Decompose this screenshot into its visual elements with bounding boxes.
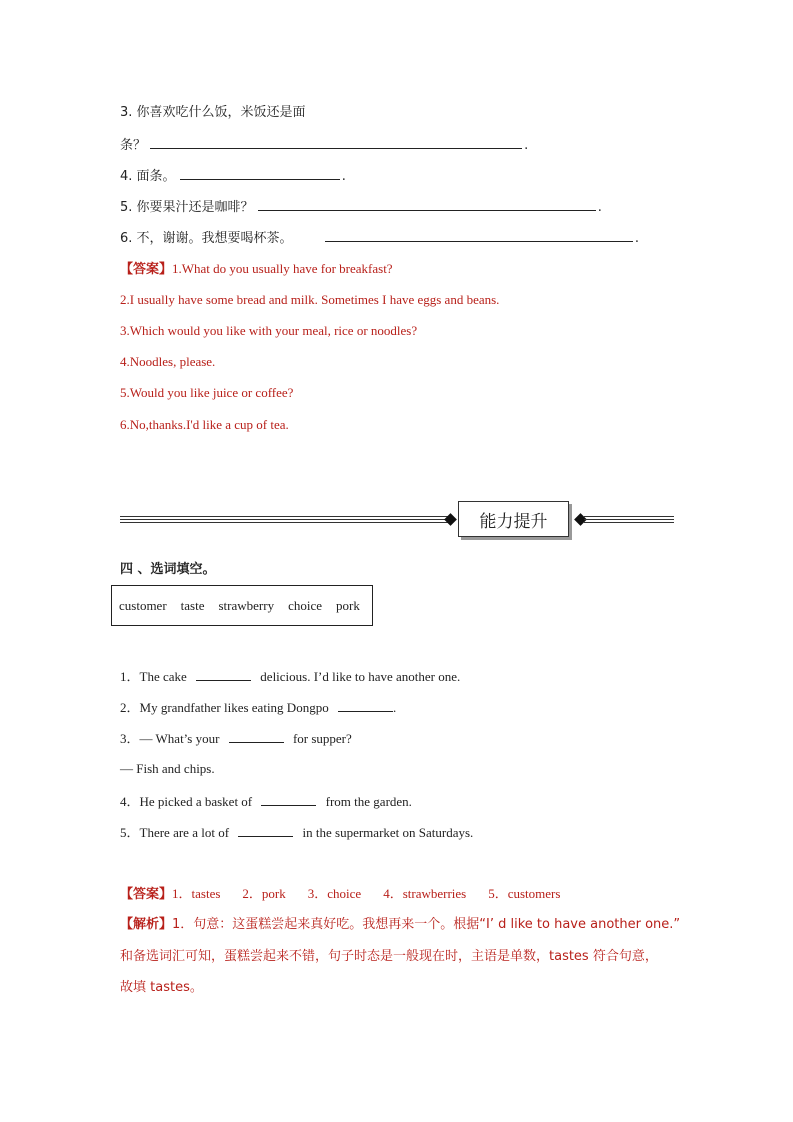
answer-blank[interactable] [196,668,251,681]
section4-heading: 四 、选词填空。 [120,562,216,577]
word-bank-item: customer [119,597,167,613]
answer-blank[interactable] [261,793,316,806]
analysis-line1: 【解析】1．句意：这蛋糕尝起来真好吃。我想再来一个。根据“I’ d like to have another one.” [120,917,681,932]
fill-item-3-reply: — Fish and chips. [120,761,215,776]
answer-blank[interactable] [258,198,596,211]
question-4: 4. 面条。 . [120,169,346,184]
answer-blank[interactable] [229,730,284,743]
question-5: 5. 你要果汁还是咖啡？ . [120,200,602,215]
answer1-line2: 2.I usually have some bread and milk. Sometimes I have eggs and beans. [120,292,500,307]
answer1-line5: 5.Would you like juice or coffee? [120,385,294,400]
word-bank-item: strawberry [218,597,275,613]
answer-blank[interactable] [150,136,522,149]
answer1-line1: 【答案】1.What do you usually have for breakfast? [120,261,393,277]
banner-rule-left [120,516,448,524]
question-6: 6. 不，谢谢。我想要喝杯茶。 . [120,231,639,246]
question-3-line2: 条？ . [120,138,529,153]
fill-item-1: 1．The cake delicious. I’d like to have another one. [120,669,461,684]
answer-blank[interactable] [338,699,393,712]
answer-blank[interactable] [325,229,633,242]
word-bank-item: taste [180,597,205,613]
analysis-line2: 和备选词汇可知，蛋糕尝起来不错，句子时态是一般现在时，主语是单数，tastes 符合句意， [120,949,658,964]
word-bank-item: pork [336,597,360,613]
fill-item-3: 3．— What’s your for supper? [120,731,352,746]
word-bank-item: choice [288,597,322,613]
answer-blank[interactable] [180,167,340,180]
question-3-line1: 3. 你喜欢吃什么饭，米饭还是面 [120,105,306,120]
banner-title: 能力提升 [458,501,569,537]
analysis-line3: 故填 tastes。 [120,980,203,995]
fill-item-5: 5．There are a lot of in the supermarket on Saturdays. [120,825,474,840]
answer-blank[interactable] [238,824,293,837]
banner-rule-right [584,516,674,524]
answer2-line: 【答案】1．tastes 2．pork 3．choice 4．strawberries 5．customers [120,886,561,902]
fill-item-4: 4．He picked a basket of from the garden. [120,794,412,809]
answer1-line4: 4.Noodles, please. [120,354,216,369]
answer1-line3: 3.Which would you like with your meal, rice or noodles? [120,323,418,338]
fill-item-2: 2．My grandfather likes eating Dongpo . [120,700,397,715]
answer1-line6: 6.No,thanks.I'd like a cup of tea. [120,417,289,432]
word-bank [111,585,373,626]
